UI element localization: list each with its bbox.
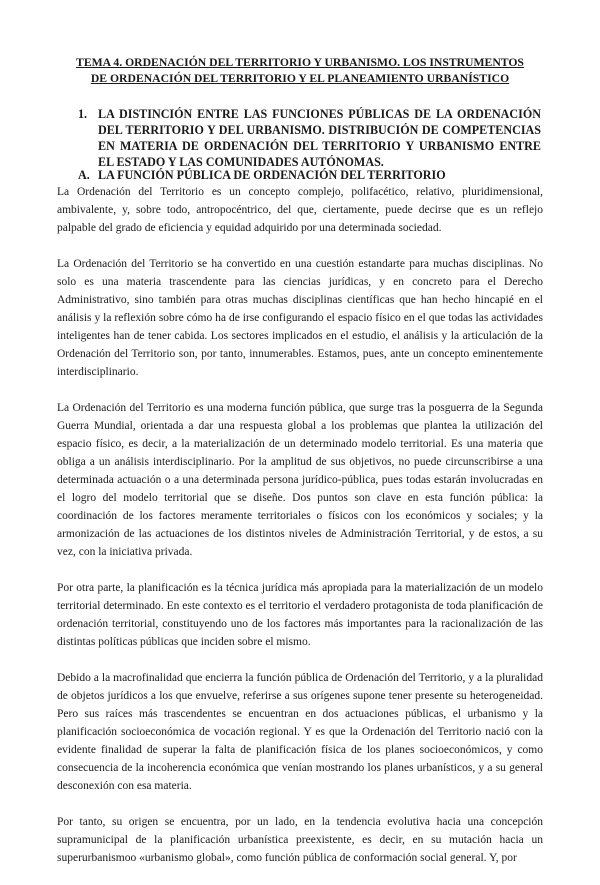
paragraph-2: La Ordenación del Territorio se ha convertido en una cuestión estandarte para muchas disciplinas. No solo es una materia trascendente para las ciencias jurídicas, y en concreto para el Derecho Administrativo, sino también para otras muchas disciplinas científicas que han hecho hincapié en el análisis y la reflexión sobre cómo ha de irse configurando el espacio físico en el que todas las actividades inteligentes han de tener cabida. Los sectores implicados en el estudio, el análisis y la articulación de la Ordenación del Territorio son, por tanto, innumerables. Estamos, pues, ante un concepto eminentemente interdisciplinario. [57, 258, 543, 378]
paragraph-6: Por tanto, su origen se encuentra, por un lado, en la tendencia evolutiva hacia una concepción supramunicipal de la planificación urbanística preexistente, es decir, en su mutación hacia un superurbanismoo «urbanismo global», como función pública de conformación social general. Y, por [57, 816, 543, 864]
paragraph-4: Por otra parte, la planificación es la técnica jurídica más apropiada para la materialización de un modelo territorial determinado. En este contexto es el territorio el verdadero protagonista de toda planificación de ordenación territorial, constituyendo uno de los factores más importantes para la racionalización de las distintas políticas públicas que inciden sobre el mismo. [57, 582, 543, 648]
section-heading-text: LA DISTINCIÓN ENTRE LAS FUNCIONES PÚBLICAS DE LA ORDENACIÓN DEL TERRITORIO Y DEL URBANISMO. DISTRIBUCIÓN DE COMPETENCIAS EN MATERIA DE ORDENACIÓN DEL TERRITORIO Y URBANISMO ENTRE EL ESTADO Y LAS COMUNIDADES AUTÓNOMAS. [98, 107, 541, 169]
section-heading [78, 106, 541, 170]
section-number: 1. [78, 107, 88, 121]
subsection-heading [78, 167, 541, 183]
paragraph-3: La Ordenación del Territorio es una moderna función pública, que surge tras la posguerra de la Segunda Guerra Mundial, orientada a dar una respuesta global a los problemas que plantea la utilización del espacio físico, es decir, a la materialización de un determinado modelo territorial. Es una materia que obliga a un análisis interdisciplinario. Por la amplitud de sus objetivos, no puede circunscribirse a una determinada actuación o a una determinada persona jurídico-pública, pues todas estarán involucradas en el logro del modelo territorial que se diseñe. Dos puntos son clave en esta función pública: la coordinación de los factores meramente territoriales o físicos con los económicos y sociales; y la armonización de las actuaciones de los distintos niveles de Administración Territorial, y de estos, a su vez, con la iniciativa privada. [57, 402, 543, 558]
subsection-letter: A. [78, 168, 90, 182]
paragraph-1: La Ordenación del Territorio es un concepto complejo, polifacético, relativo, pluridimensional, ambivalente, y, sobre todo, antropocéntrico, del que, ciertamente, puede decirse que es un reflejo palpable del grado de eficiencia y equidad adquirido por una determinada sociedad. [57, 186, 543, 234]
title-line-2: DE ORDENACIÓN DEL TERRITORIO Y EL PLANEAMIENTO URBANÍSTICO [90, 72, 510, 85]
body-text [57, 183, 543, 885]
title-line-1: TEMA 4. ORDENACIÓN DEL TERRITORIO Y URBANISMO. LOS INSTRUMENTOS [76, 56, 524, 69]
subsection-heading-text: LA FUNCIÓN PÚBLICA DE ORDENACIÓN DEL TERRITORIO [98, 168, 446, 182]
paragraph-5: Debido a la macrofinalidad que encierra la función pública de Ordenación del Territorio, y a la pluralidad de objetos jurídicos a los que envuelve, referirse a sus orígenes supone tener presente su heterogeneidad. Pero sus raíces más trascendentes se encuentran en dos actuaciones públicas, el urbanismo y la planificación socioeconómica de vocación regional. Y es que la Ordenación del Territorio nació con la evidente finalidad de superar la falta de planificación física de los planes socioeconómicos, y como consecuencia de la incoherencia económica que venían mostrando los planes urbanísticos, y a su general desconexión con esa materia. [57, 672, 543, 792]
document-title [60, 55, 540, 87]
